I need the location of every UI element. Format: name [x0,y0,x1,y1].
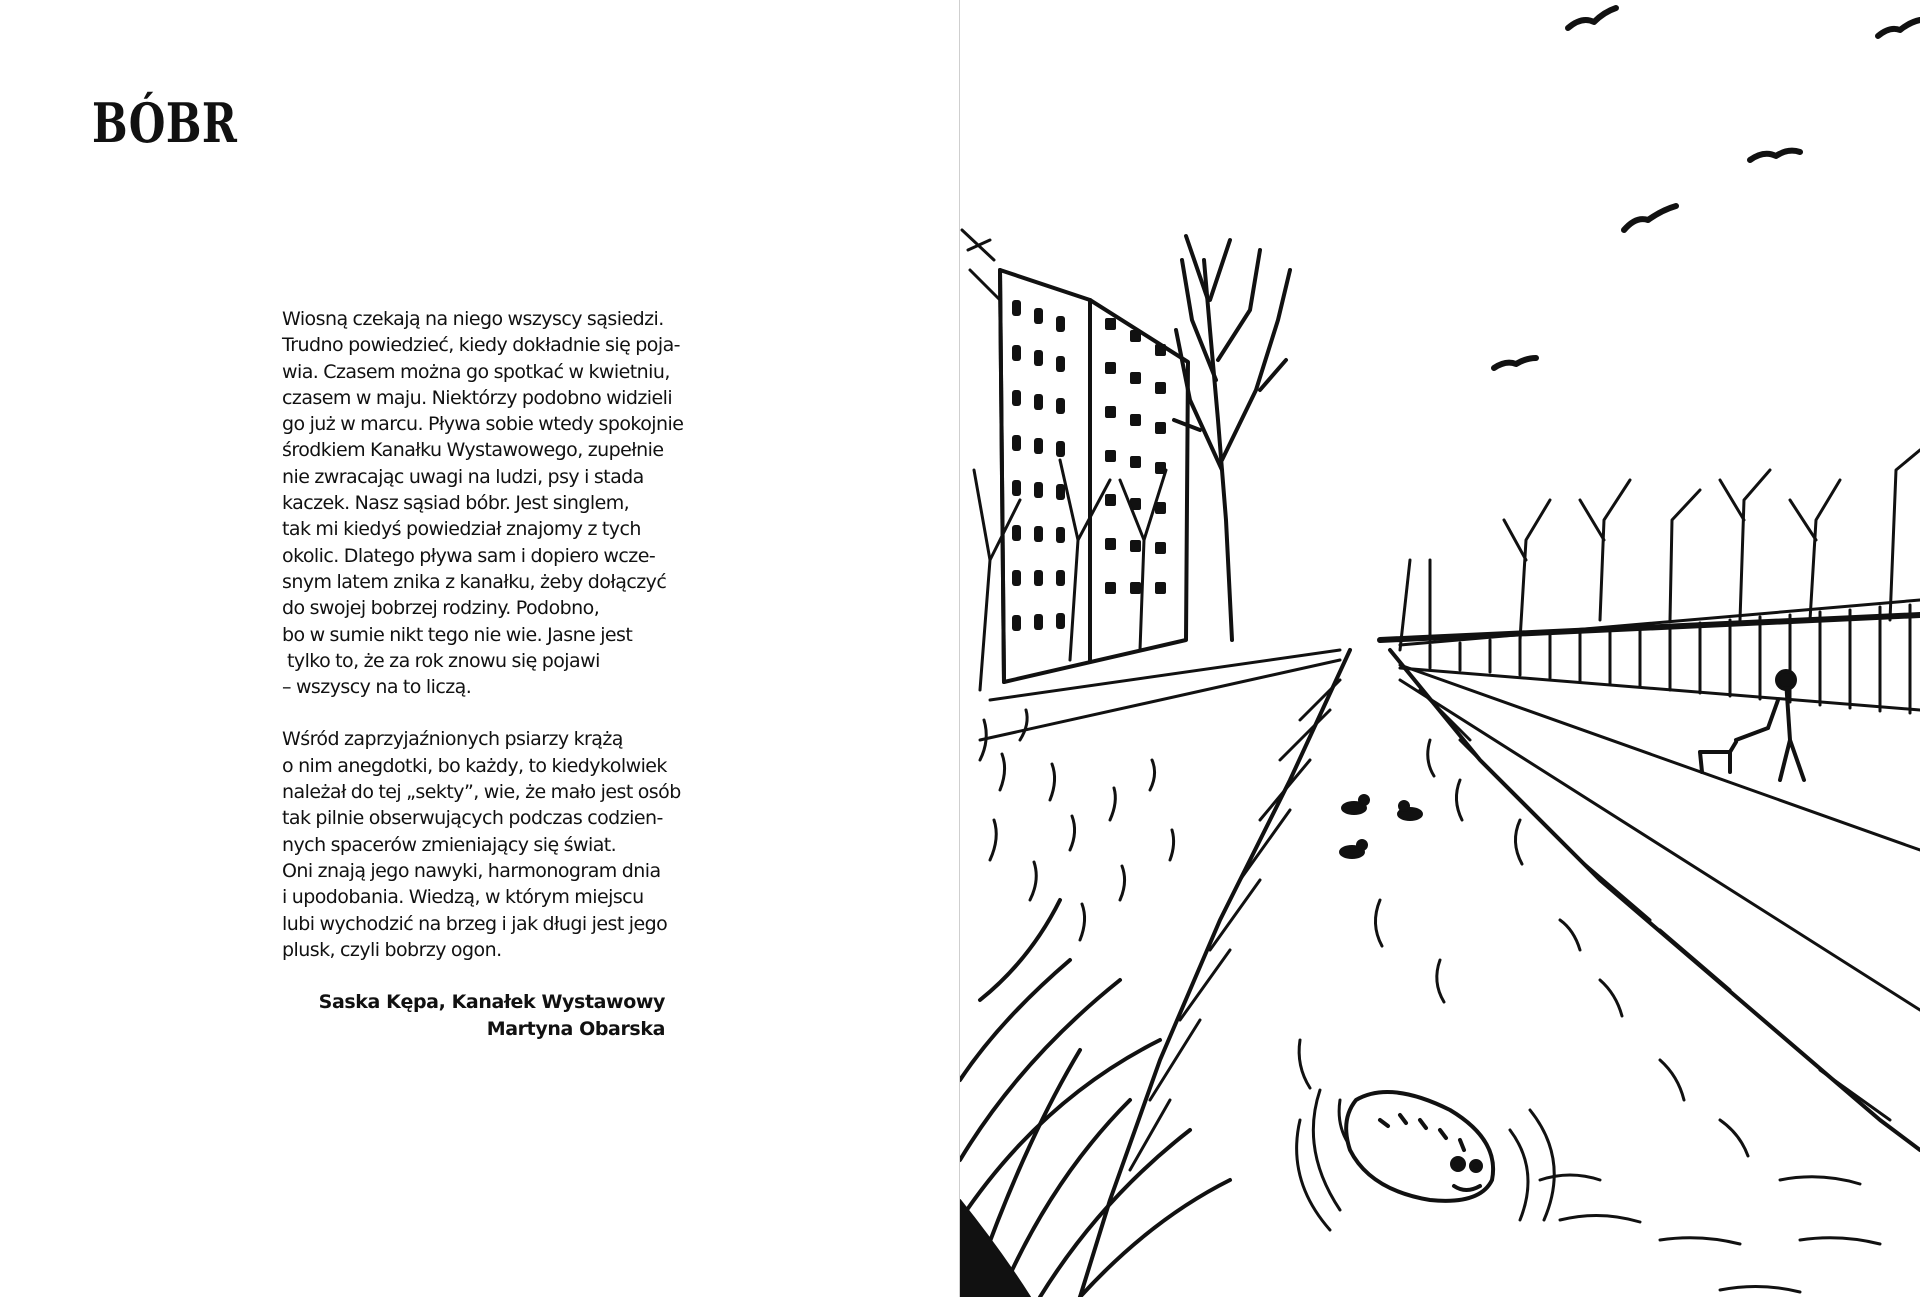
text-line: Wiosną czekają na niego wszyscy sąsiedzi. [282,308,664,330]
text-line: tylko to, że za rok znowu się pojawi [282,649,600,672]
tall-tree [1174,236,1290,640]
reeds-mass [960,1200,1030,1297]
signature [282,989,665,1043]
text-line: Wśród zaprzyjaźnionych psiarzy krążą [282,728,623,751]
illustration-page [960,0,1920,1297]
text-line: tak pilnie obserwujących podczas codzien- [282,807,663,830]
paragraph-1 [282,306,682,700]
text-line: i upodobania. Wiedzą, w którym miejscu [282,886,644,909]
text-line: snym latem znika z kanałku, żeby dołączyć [282,570,667,593]
text-line: bo w sumie nikt tego nie wie. Jasne jest [282,623,633,646]
right-path [1400,665,1920,1010]
canal-illustration [960,0,1920,1297]
water-ripples [1299,740,1880,1292]
beaver [1346,1092,1493,1201]
tree-line [1380,615,1920,640]
text-line: lubi wychodzić na brzeg i jak długi jest jego [282,912,668,935]
text-column [282,306,682,1043]
birds [1494,8,1920,368]
text-line: czasem w maju. Niektórzy podobno widzieli [282,386,673,409]
left-path [980,650,1340,740]
grass [980,710,1174,940]
paragraph-2 [282,726,682,963]
text-line: środkiem Kanałku Wystawowego, zupełnie [282,439,664,462]
text-line: o nim anegdotki, bo każdy, to kiedykolwiek [282,754,667,777]
text-line: tak mi kiedyś powiedział znajomy z tych [282,518,641,541]
author-name: Martyna Obarska [486,1018,665,1041]
text-line: Trudno powiedzieć, kiedy dokładnie się poja- [282,334,680,357]
text-line: Oni znają jego nawyki, harmonogram dnia [282,859,661,882]
ducks [1340,795,1422,858]
text-line: go już w marcu. Pływa sobie wtedy spokojnie [282,413,684,436]
text-line: nych spacerów zmieniający się świat. [282,833,617,856]
text-line: wia. Czasem można go spotkać w kwietniu, [282,360,670,383]
text-line: nie zwracając uwagi na ludzi, psy i stada [282,465,644,488]
location-text: Saska Kępa, Kanałek Wystawowy [318,991,665,1014]
apartment-block [1000,270,1188,682]
page-title: BÓBR [92,91,238,155]
reeds [960,900,1230,1297]
text-line: do swojej bobrzej rodziny. Podobno, [282,597,600,620]
walker-and-dog [1700,671,1804,780]
text-line: okolic. Dlatego pływa sam i dopiero wcze- [282,544,656,567]
text-line: kaczek. Nasz sąsiad bóbr. Jest singlem, [282,492,630,515]
text-line: należał do tej „sekty”, wie, że mało jest osób [282,781,681,804]
text-line: – wszyscy na to liczą. [282,676,472,699]
bank-hatching [1130,680,1890,1170]
text-line: plusk, czyli bobrzy ogon. [282,938,502,961]
